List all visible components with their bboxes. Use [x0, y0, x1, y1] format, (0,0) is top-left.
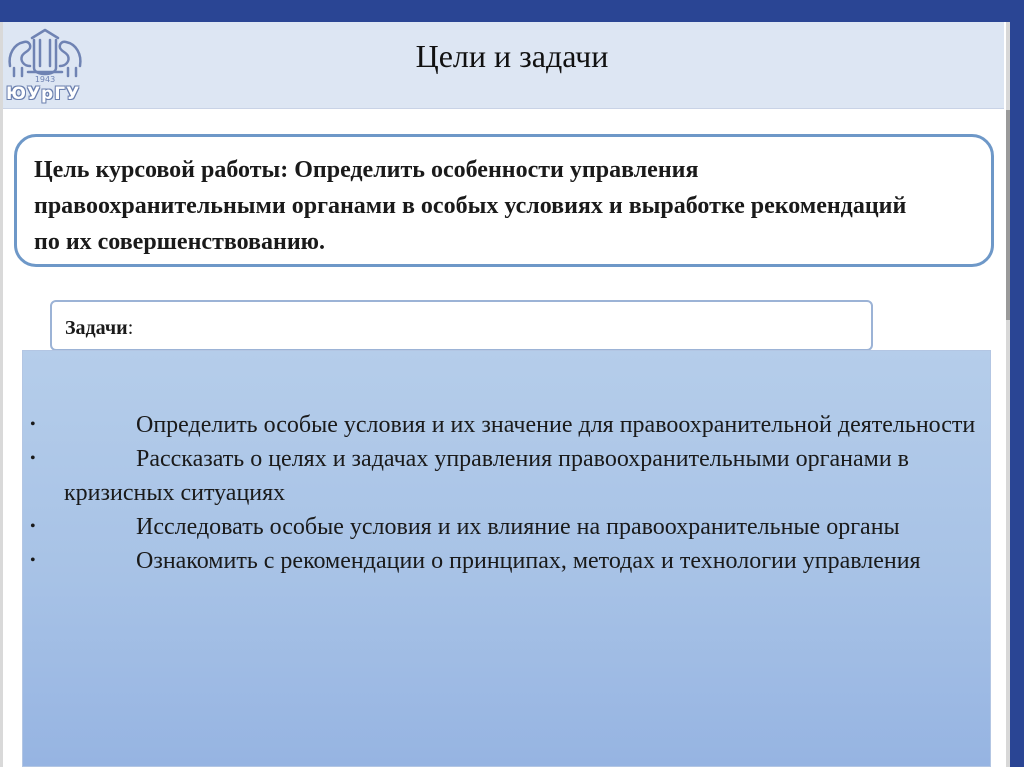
bullet-icon: • [30, 416, 36, 433]
left-stripe [0, 22, 3, 767]
task-text: Ознакомить с рекомендации о принципах, методах и технологии управления [136, 548, 921, 574]
tasks-label-box [50, 300, 873, 351]
task-text: Определить особые условия и их значение для правоохранительной деятельности [136, 412, 976, 438]
tasks-label-word: Задачи [65, 317, 128, 339]
list-item [30, 510, 990, 544]
bullet-icon: • [30, 552, 36, 569]
tasks-label [65, 317, 133, 340]
bullet-icon: • [30, 518, 36, 535]
scrollbar-thumb[interactable] [1006, 110, 1010, 320]
svg-text:1943: 1943 [34, 75, 56, 84]
task-text: Исследовать особые условия и их влияние на правоохранительные органы [136, 514, 900, 540]
task-text: Рассказать о целях и задачах управления правоохранительными органами в кризисных ситуациях [64, 446, 910, 506]
list-item [30, 544, 990, 578]
goal-text: Цель курсовой работы: Определить особенности управления правоохранительными органами в особых условиях и выработке рекомендаций по их совершенствованию. [34, 157, 907, 255]
tasks-label-colon: : [127, 317, 134, 339]
list-item [30, 408, 990, 442]
page-title: Цели и задачи [415, 38, 609, 74]
logo-caption: ЮУрГУ [6, 84, 81, 104]
bullet-icon: • [30, 450, 36, 467]
list-item [30, 442, 990, 510]
task-list [30, 408, 990, 578]
top-stripe [0, 0, 1024, 22]
